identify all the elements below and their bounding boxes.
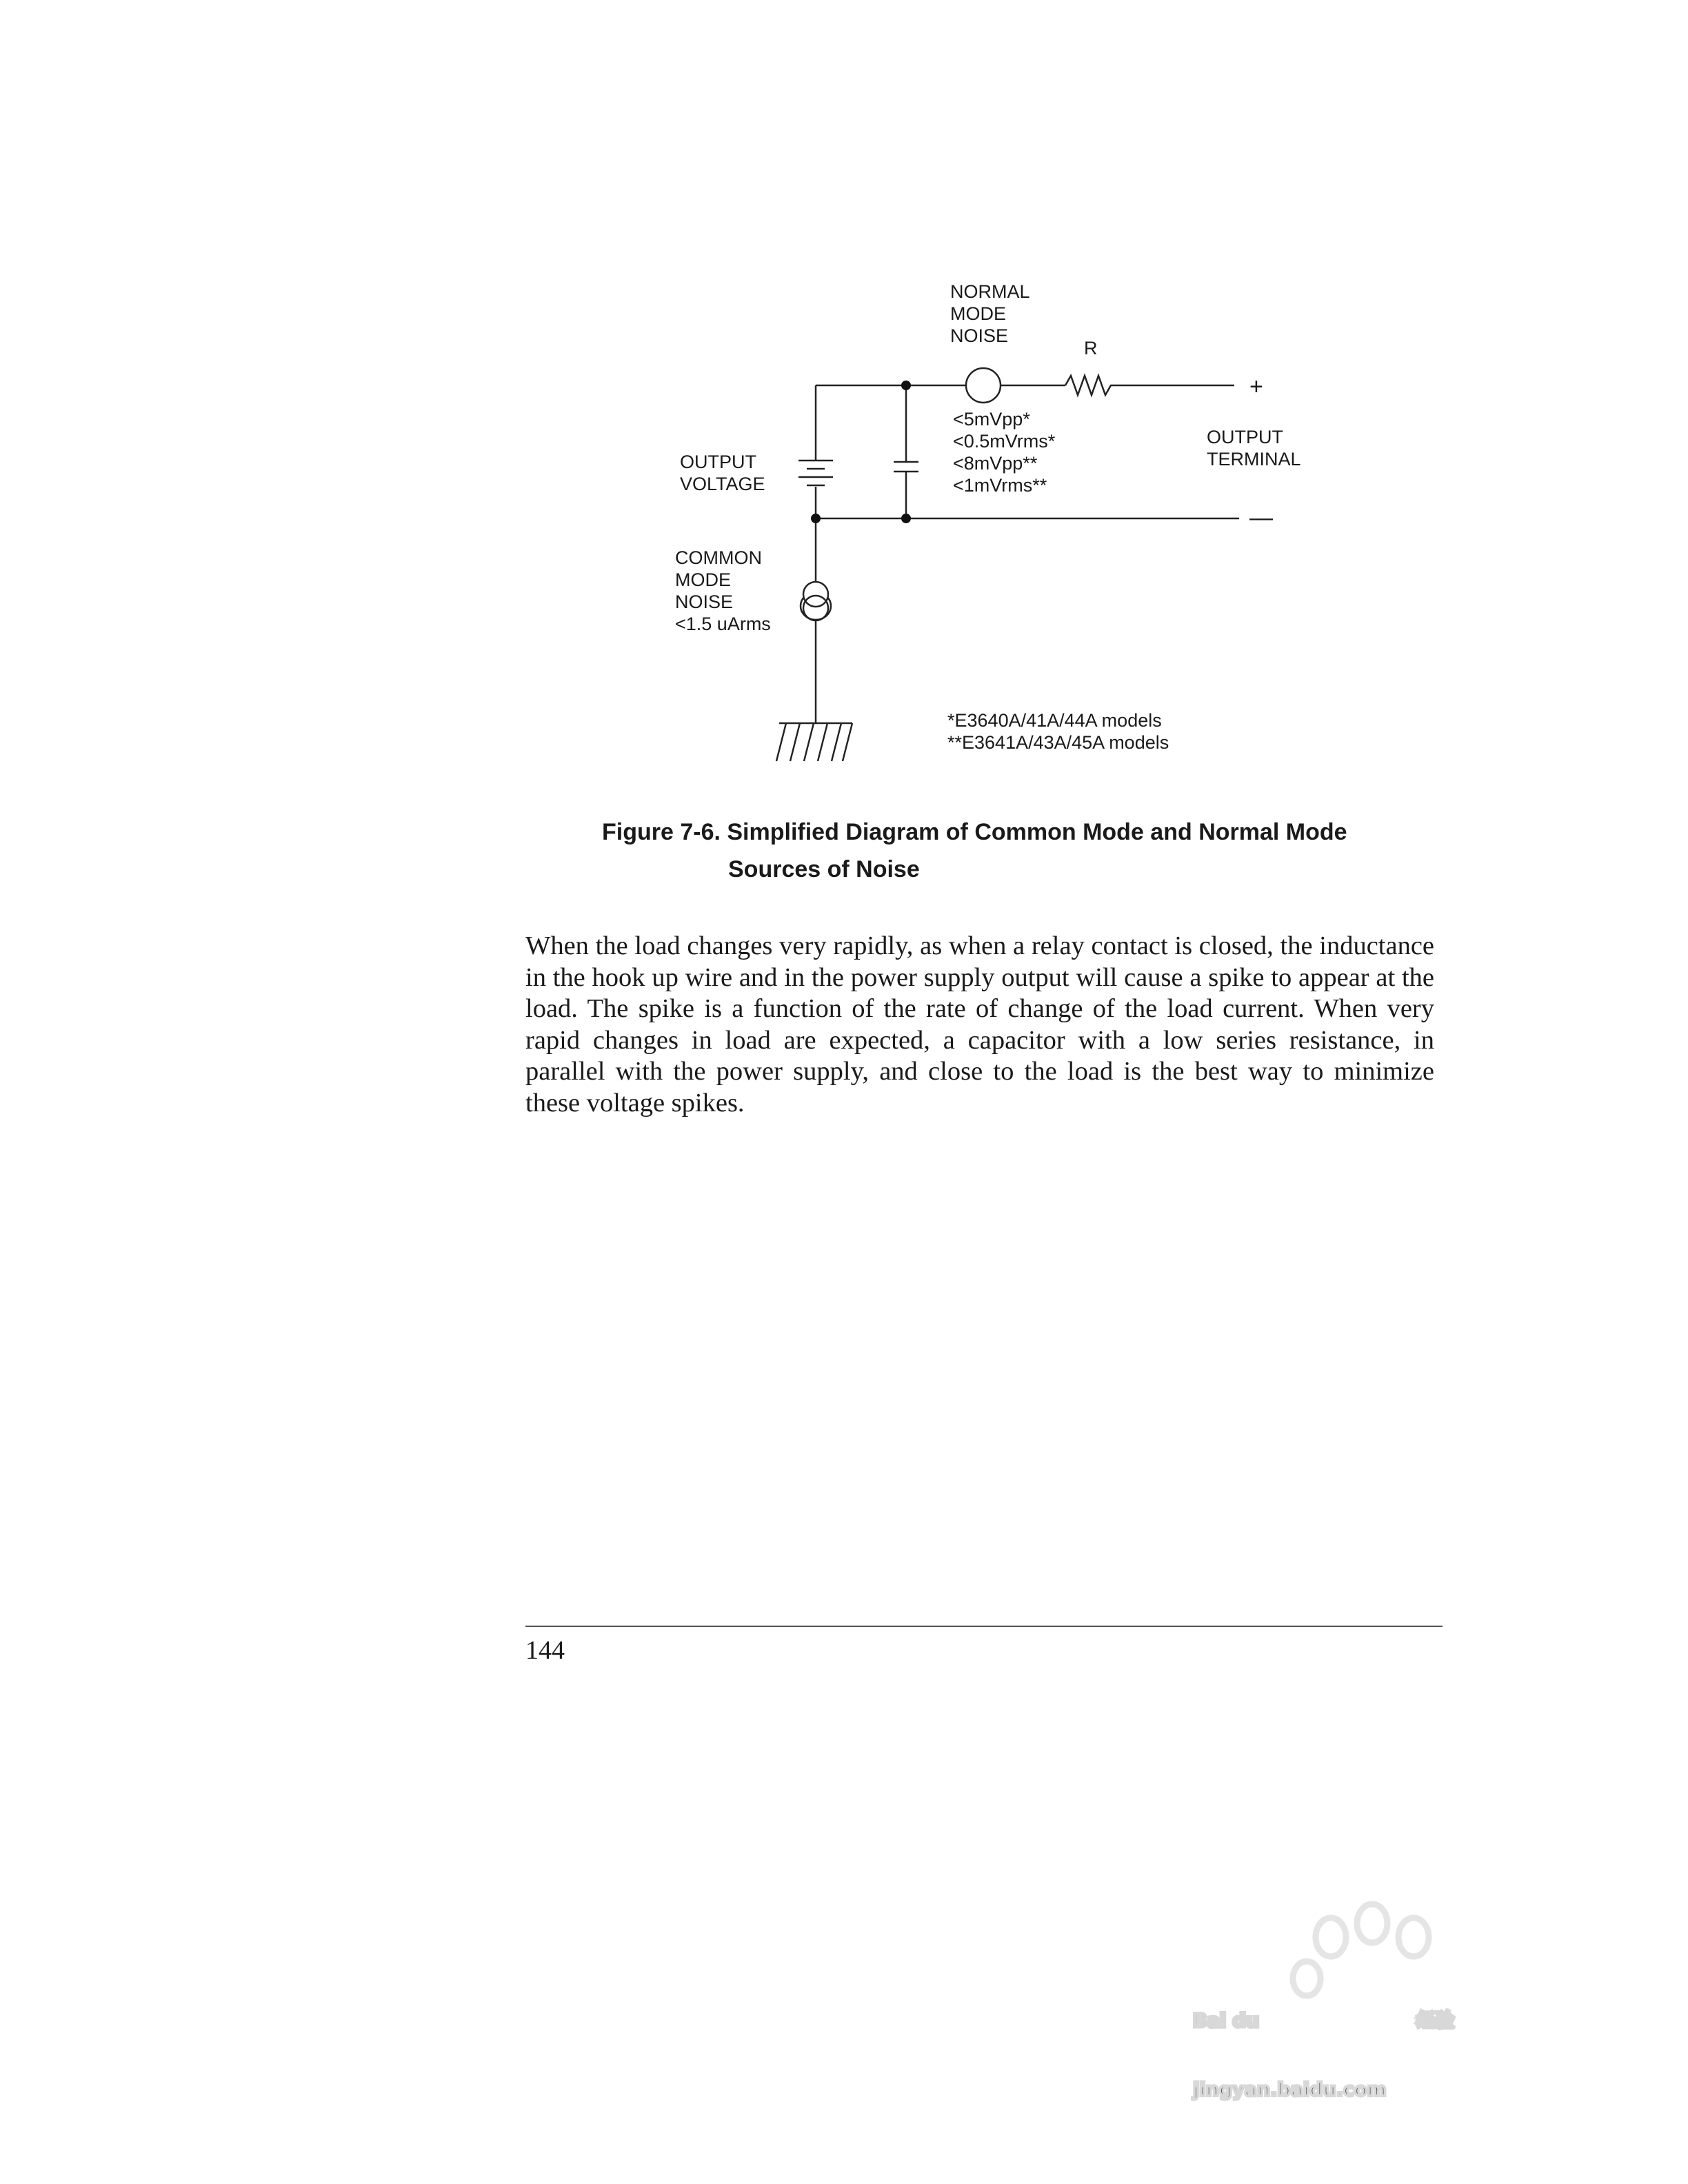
page-number: 144 (525, 1636, 565, 1665)
normal-mode-noise-source-icon (966, 368, 1001, 403)
ground-icon (776, 723, 852, 761)
footer-divider (525, 1626, 1443, 1627)
watermark-brand: Bai du (1193, 2010, 1260, 2032)
common-mode-label-line-4: <1.5 uArms (675, 614, 771, 634)
common-mode-current-source-icon (801, 582, 831, 620)
noise-spec-3: <8mVpp** (953, 453, 1038, 474)
watermark-url: jingyan.baidu.com (1193, 2079, 1387, 2101)
noise-circuit-diagram (0, 0, 1688, 827)
output-terminal-label-line-2: TERMINAL (1207, 449, 1301, 469)
model-note-1: *E3640A/41A/44A models (947, 710, 1162, 731)
output-voltage-label-line-2: VOLTAGE (680, 474, 765, 494)
minus-terminal-sign: — (1249, 505, 1273, 531)
common-mode-label-line-1: COMMON (675, 547, 762, 568)
junction-dots (811, 381, 911, 523)
resistor-symbol (1065, 376, 1116, 395)
common-mode-label-line-3: NOISE (675, 592, 734, 612)
normal-mode-label-line-3: NOISE (950, 325, 1009, 346)
plus-terminal-sign: + (1249, 374, 1263, 400)
paw-logo-icon (1293, 1904, 1429, 1996)
capacitor-symbol (894, 462, 918, 472)
normal-mode-label-line-2: MODE (950, 303, 1006, 324)
body-paragraph: When the load changes very rapidly, as when a relay contact is closed, the inductance in the hook up wire and in the power supply output will cause a spike to appear at the load. The spike is a function of the rate of change of the load current. When very rapid changes in load are expected, a capacitor with a low series resistance, in parallel with the power supply, and close to the load is the best way to minimize these voltage spikes. (525, 931, 1434, 1118)
figure-caption-line-1: Figure 7-6. Simplified Diagram of Common Mode and Normal Mode (602, 819, 1347, 845)
noise-spec-2: <0.5mVrms* (953, 431, 1056, 452)
watermark-brand-cn: 经验 (1417, 2010, 1454, 2032)
normal-mode-label-line-1: NORMAL (950, 281, 1030, 302)
model-note-2: **E3641A/43A/45A models (947, 732, 1169, 753)
noise-spec-4: <1mVrms** (953, 475, 1047, 496)
noise-spec-1: <5mVpp* (953, 409, 1030, 429)
output-terminal-label-line-1: OUTPUT (1207, 427, 1283, 447)
resistor-label: R (1084, 338, 1098, 358)
output-voltage-label-line-1: OUTPUT (680, 452, 756, 472)
common-mode-label-line-2: MODE (675, 569, 731, 590)
battery-symbol (798, 461, 833, 485)
figure-caption-line-2: Sources of Noise (728, 856, 920, 882)
